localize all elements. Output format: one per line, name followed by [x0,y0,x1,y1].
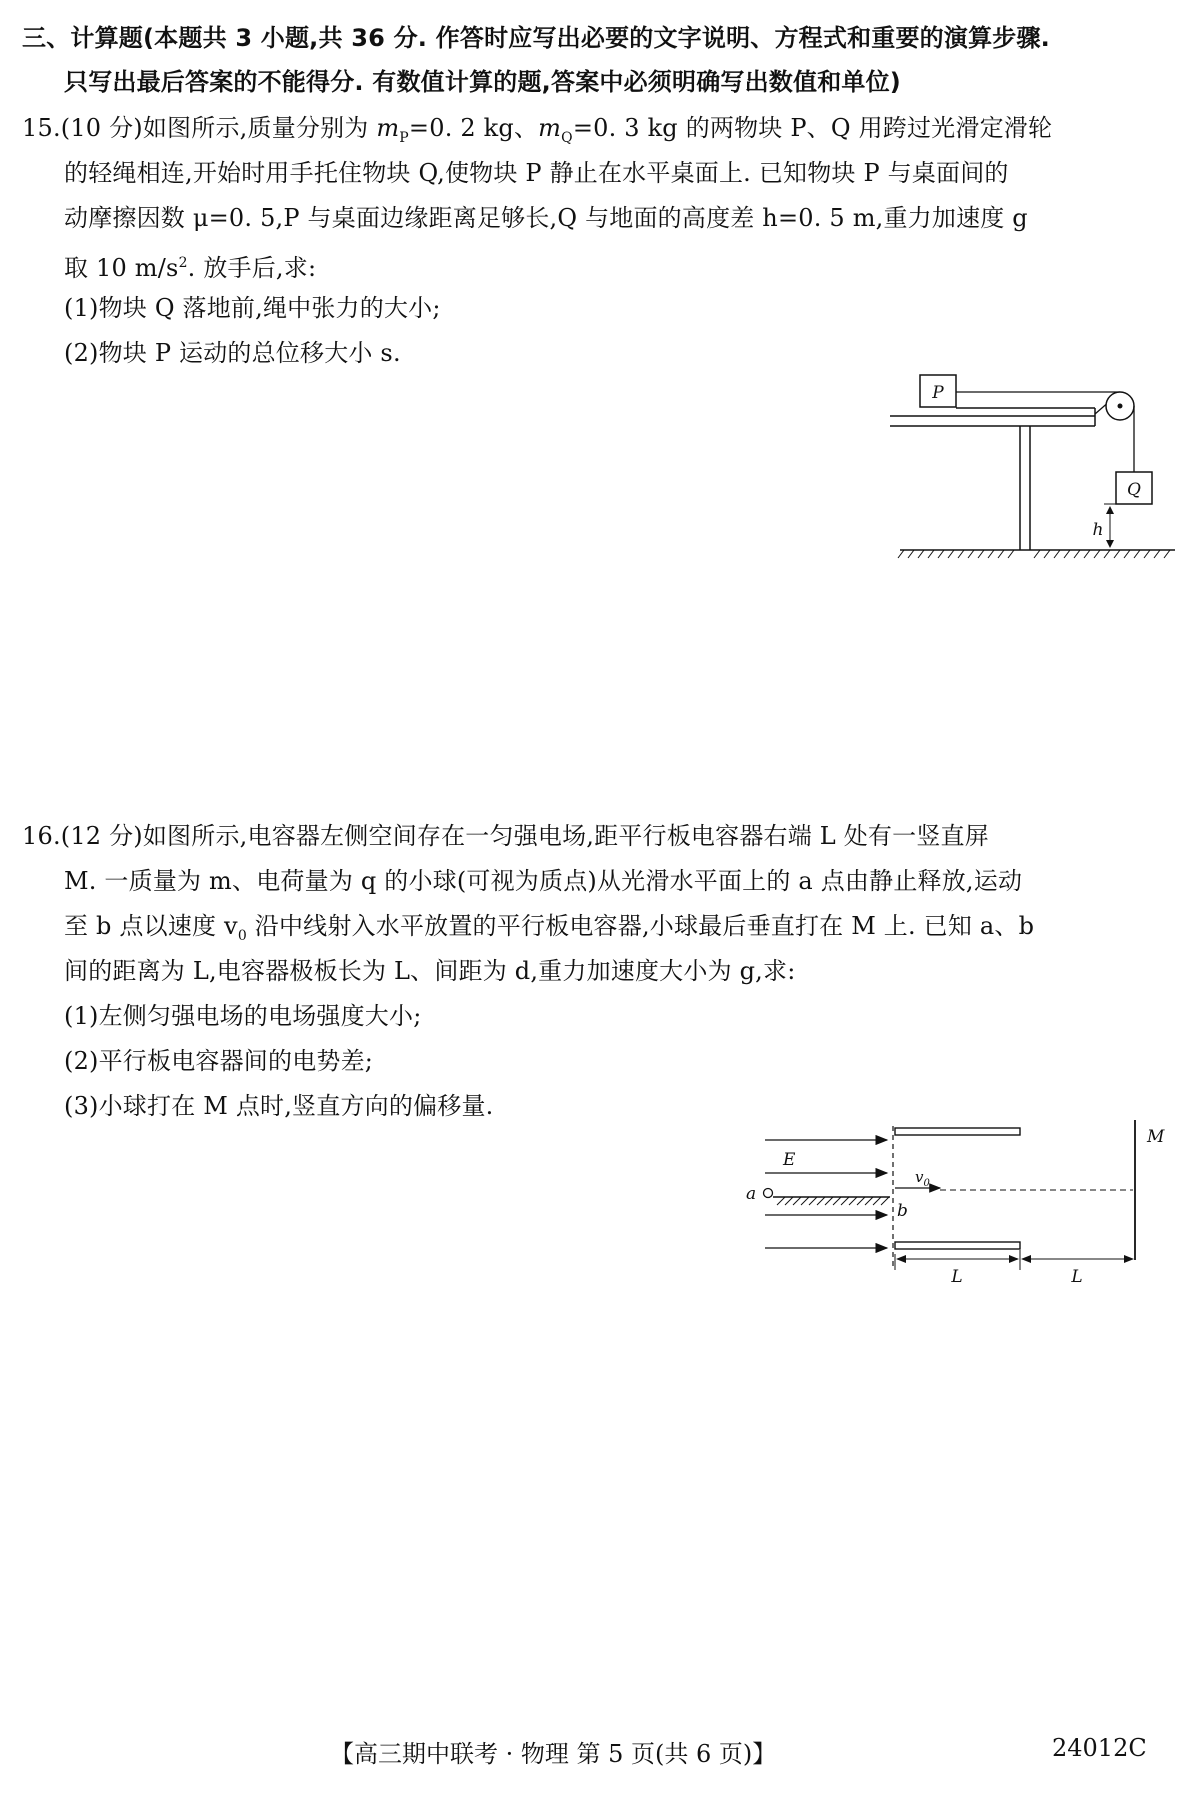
q16-figure [735,1120,1175,1300]
h-arrow-down [1106,540,1114,548]
dim-l1-label: L [951,1267,963,1287]
pulley-axle [1118,404,1123,409]
page-footer: 【高三期中联考 · 物理 第 5 页(共 6 页)】 [330,1740,777,1768]
h-arrow-up [1106,506,1114,514]
q15-part1: (1)物块 Q 落地前,绳中张力的大小; [64,294,441,322]
field-label-e: E [783,1150,796,1170]
q16-line3: 至 b 点以速度 $v_0$ 沿中线射入水平放置的平行板电容器,小球最后垂直打在 M 上. 已知 a、b [64,912,1035,944]
surface-hatch [777,1197,889,1205]
q16-line2: M. 一质量为 m、电荷量为 q 的小球(可视为质点)从光滑水平面上的 a 点由静止释放,运动 [64,867,1023,895]
q15-part2: (2)物块 P 运动的总位移大小 s. [64,339,401,367]
velocity-label: $v_0$ [915,1168,930,1189]
ground-hatch [898,550,1170,558]
q16-part2: (2)平行板电容器间的电势差; [64,1047,374,1075]
upper-plate [895,1128,1020,1135]
paper-code: 24012C [1052,1734,1147,1762]
dim-l2-label: L [1071,1267,1083,1287]
q15-figure [880,370,1180,570]
lower-plate [895,1242,1020,1249]
q15-line2: 的轻绳相连,开始时用手托住物块 Q,使物块 P 静止在水平桌面上. 已知物块 P 与桌面间的 [64,159,1009,187]
ball [764,1189,773,1198]
q15-line1: 15.(10 分)如图所示,质量分别为 $m_P=0$. 2 kg、$m_Q=0$. 3 kg 的两物块 P、Q 用跨过光滑定滑轮 [22,114,1053,146]
block-q-label: Q [1127,480,1141,500]
q16-line1: 16.(12 分)如图所示,电容器左侧空间存在一匀强电场,距平行板电容器右端 L 处有一竖直屏 [22,822,989,850]
section-header-line1: 三、计算题(本题共 3 小题,共 36 分. 作答时应写出必要的文字说明、方程式和重要的演算步骤. [22,24,1050,52]
section-header-line2: 只写出最后答案的不能得分. 有数值计算的题,答案中必须明确写出数值和单位) [64,68,901,96]
q16-line4: 间的距离为 L,电容器极板长为 L、间距为 d,重力加速度大小为 g,求: [64,957,796,985]
screen-m-label: M [1147,1127,1165,1147]
point-b-label: b [897,1201,908,1221]
q16-part1: (1)左侧匀强电场的电场强度大小; [64,1002,422,1030]
h-label: h [1092,520,1104,540]
block-p-label: P [932,383,944,403]
q15-line4: 取 10 $m/s^2$. 放手后,求: [64,254,317,282]
point-a-label: a [746,1184,757,1204]
q15-line3: 动摩擦因数 μ=0. 5,P 与桌面边缘距离足够长,Q 与地面的高度差 h=0. 5 m,重力加速度 g [64,204,1028,232]
q16-part3: (3)小球打在 M 点时,竖直方向的偏移量. [64,1092,494,1120]
